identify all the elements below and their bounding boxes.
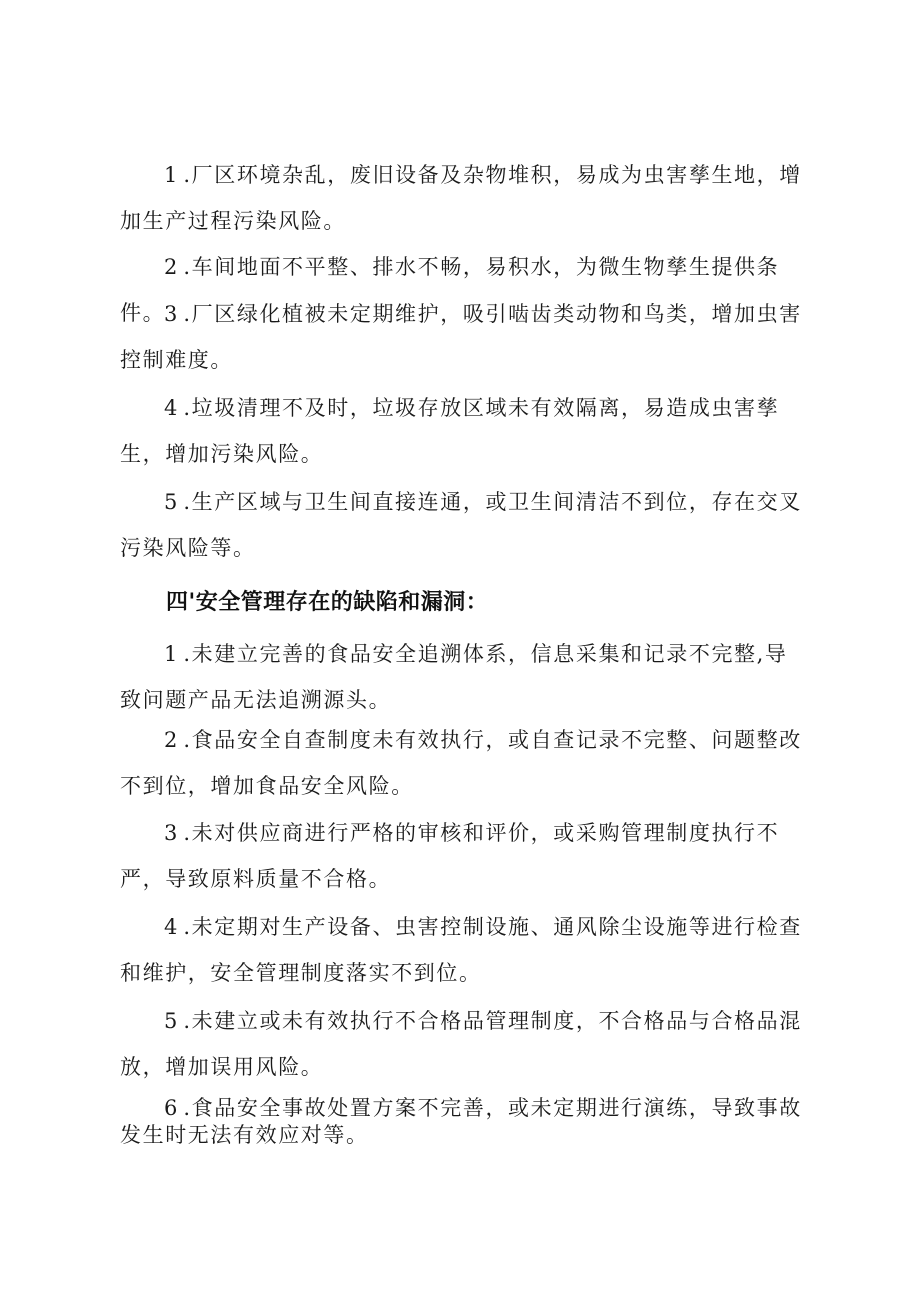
item-text: .未建立或未有效执行不合格品管理制度，不合格品与合格品混放，增加误用风险。 bbox=[120, 1009, 802, 1079]
list-item bbox=[120, 717, 810, 809]
list-item bbox=[120, 810, 810, 902]
item-text: .生产区域与卫生间直接连通，或卫生间清洁不到位，存在交叉污染风险等。 bbox=[120, 490, 802, 560]
item-text: .未定期对生产设备、虫害控制设施、通风除尘设施等进行检查和维护，安全管理制度落实不到位。 bbox=[120, 915, 802, 985]
list-item bbox=[120, 152, 810, 244]
item-text: .垃圾清理不及时，垃圾存放区域未有效隔离，易造成虫害孳生，增加污染风险。 bbox=[120, 396, 780, 466]
item-number: 3 bbox=[164, 302, 184, 326]
list-item bbox=[120, 998, 810, 1090]
item-number: 3 bbox=[164, 821, 184, 845]
item-text: .未建立完善的食品安全追溯体系，信息采集和记录不完整,导致问题产品无法追溯源头。 bbox=[120, 642, 788, 712]
list-item bbox=[120, 479, 810, 571]
item-text: .厂区绿化植被未定期维护，吸引啮齿类动物和鸟类，增加虫害控制难度。 bbox=[120, 302, 802, 372]
item-number: 1 bbox=[164, 163, 184, 187]
item-number: 5 bbox=[164, 490, 184, 514]
item-number: 6 bbox=[164, 1096, 184, 1120]
item-number: 1 bbox=[164, 642, 184, 666]
item-number: 2 bbox=[164, 728, 184, 752]
item-text: .食品安全自查制度未有效执行，或自查记录不完整、问题整改不到位，增加食品安全风险。 bbox=[120, 728, 802, 798]
item-text: .厂区环境杂乱，废旧设备及杂物堆积，易成为虫害孳生地，增加生产过程污染风险。 bbox=[120, 163, 802, 233]
item-number: 4 bbox=[164, 915, 184, 939]
list-item bbox=[120, 631, 810, 723]
item-number: 5 bbox=[164, 1009, 184, 1033]
item-text: .车间地面不平整、排水不畅，易积水，为微生物孳生提供条件。 bbox=[120, 255, 780, 325]
list-item bbox=[120, 1095, 810, 1149]
section-heading: 四'安全管理存在的缺陷和漏洞： bbox=[166, 590, 489, 615]
list-item bbox=[120, 904, 810, 996]
list-item bbox=[120, 385, 810, 477]
list-item bbox=[120, 291, 810, 383]
item-number: 4 bbox=[164, 396, 184, 420]
item-text: .未对供应商进行严格的审核和评价，或采购管理制度执行不严，导致原料质量不合格。 bbox=[120, 821, 780, 891]
item-text: .食品安全事故处置方案不完善，或未定期进行演练，导致事故发生时无法有效应对等。 bbox=[120, 1096, 802, 1147]
item-number: 2 bbox=[164, 255, 184, 279]
